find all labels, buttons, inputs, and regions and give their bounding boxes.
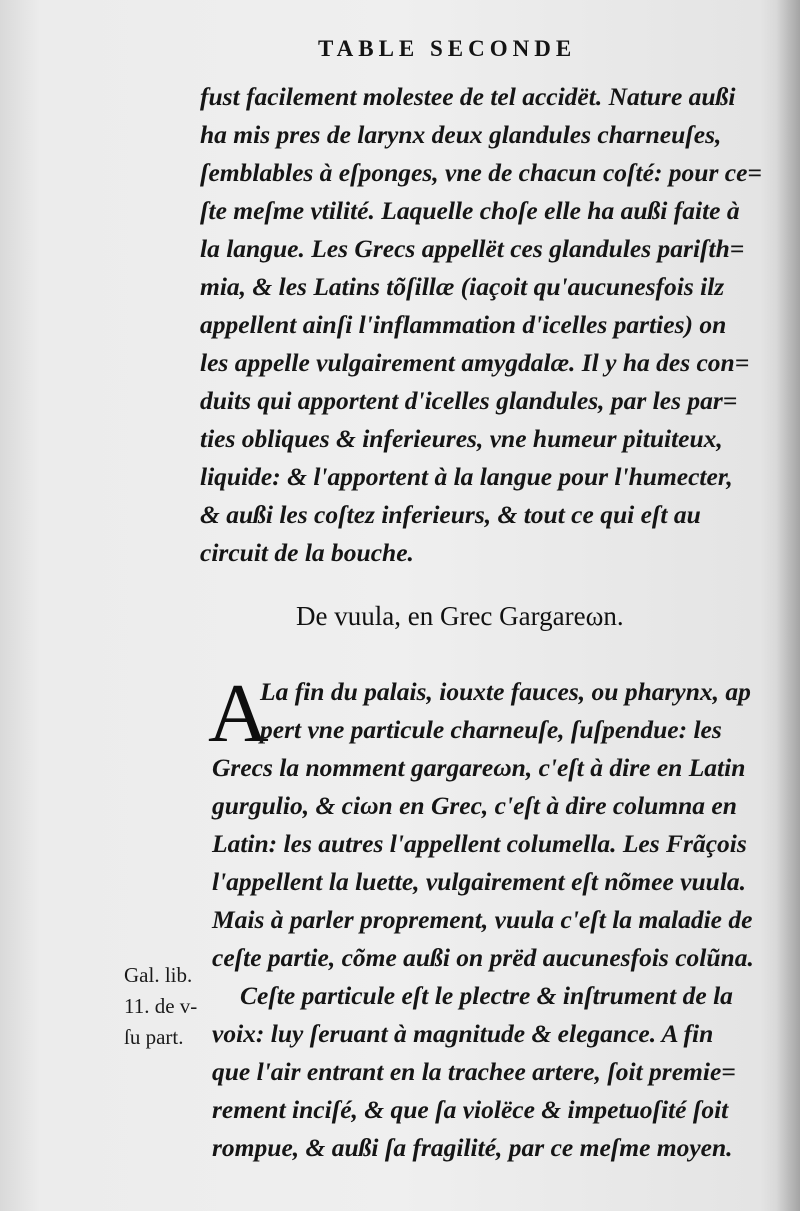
text-line: ha mis pres de larynx deux glandules charneuſes, [200, 120, 722, 149]
text-line: les appelle vulgairement amygdalæ. Il y ha des con= [200, 348, 750, 377]
text-line: l'appellent la luette, vulgairement eſt nõmee vuula. [212, 867, 747, 896]
margin-note-line: ſu part. [124, 1025, 184, 1049]
text-line: La fin du palais, iouxte fauces, ou pharynx, ap [260, 677, 751, 706]
text-line: voix: luy ſeruant à magnitude & elegance. A fin [212, 1019, 714, 1048]
text-line: Grecs la nomment gargareωn, c'eſt à dire en Latin [212, 753, 746, 782]
text-line: Mais à parler proprement, vuula c'eſt la maladie de [212, 905, 753, 934]
margin-note [124, 960, 197, 1053]
text-line: & außi les coſtez inferieurs, & tout ce qui eſt au [200, 500, 701, 529]
drop-cap: A [208, 667, 269, 760]
text-line: circuit de la bouche. [200, 538, 414, 567]
text-line: ſte meſme vtilité. Laquelle choſe elle ha außi faite à [200, 196, 740, 225]
section-heading: De vuula, en Grec Gargareωn. [296, 601, 624, 631]
text-line: Ceſte particule eſt le plectre & inſtrument de la [240, 981, 733, 1010]
text-line: mia, & les Latins tõſillæ (iaçoit qu'aucunesfois ilz [200, 272, 725, 301]
text-line: pert vne particule charneuſe, ſuſpendue: les [260, 715, 722, 744]
margin-note-line: 11. de v- [124, 994, 198, 1018]
text-line: que l'air entrant en la trachee artere, ſoit premie= [212, 1057, 736, 1086]
text-line: ceſte partie, cõme außi on prëd aucunesfois colũna. [212, 943, 754, 972]
text-line: fust facilement molestee de tel accidët. Nature außi [200, 82, 736, 111]
running-head: TABLE SECONDE [318, 36, 577, 61]
text-line: ſemblables à eſponges, vne de chacun coſté: pour ce= [200, 158, 762, 187]
text-line: ties obliques & inferieures, vne humeur pituiteux, [200, 424, 723, 453]
text-line: Latin: les autres l'appellent columella. Les Frãçois [212, 829, 747, 858]
text-line: liquide: & l'apportent à la langue pour l'humecter, [200, 462, 733, 491]
text-line: duits qui apportent d'icelles glandules, par les par= [200, 386, 738, 415]
text-line: rement inciſé, & que ſa violëce & impetuoſité ſoit [212, 1095, 729, 1124]
margin-note-line: Gal. lib. [124, 963, 193, 987]
text-line: la langue. Les Grecs appellët ces glandules pariſth= [200, 234, 745, 263]
text-line: appellent ainſi l'inflammation d'icelles parties) on [200, 310, 727, 339]
text-line: rompue, & außi ſa fragilité, par ce meſme moyen. [212, 1133, 733, 1162]
text-line: gurgulio, & ciωn en Grec, c'eſt à dire columna en [212, 791, 737, 820]
page-edge-shadow [776, 0, 800, 1211]
